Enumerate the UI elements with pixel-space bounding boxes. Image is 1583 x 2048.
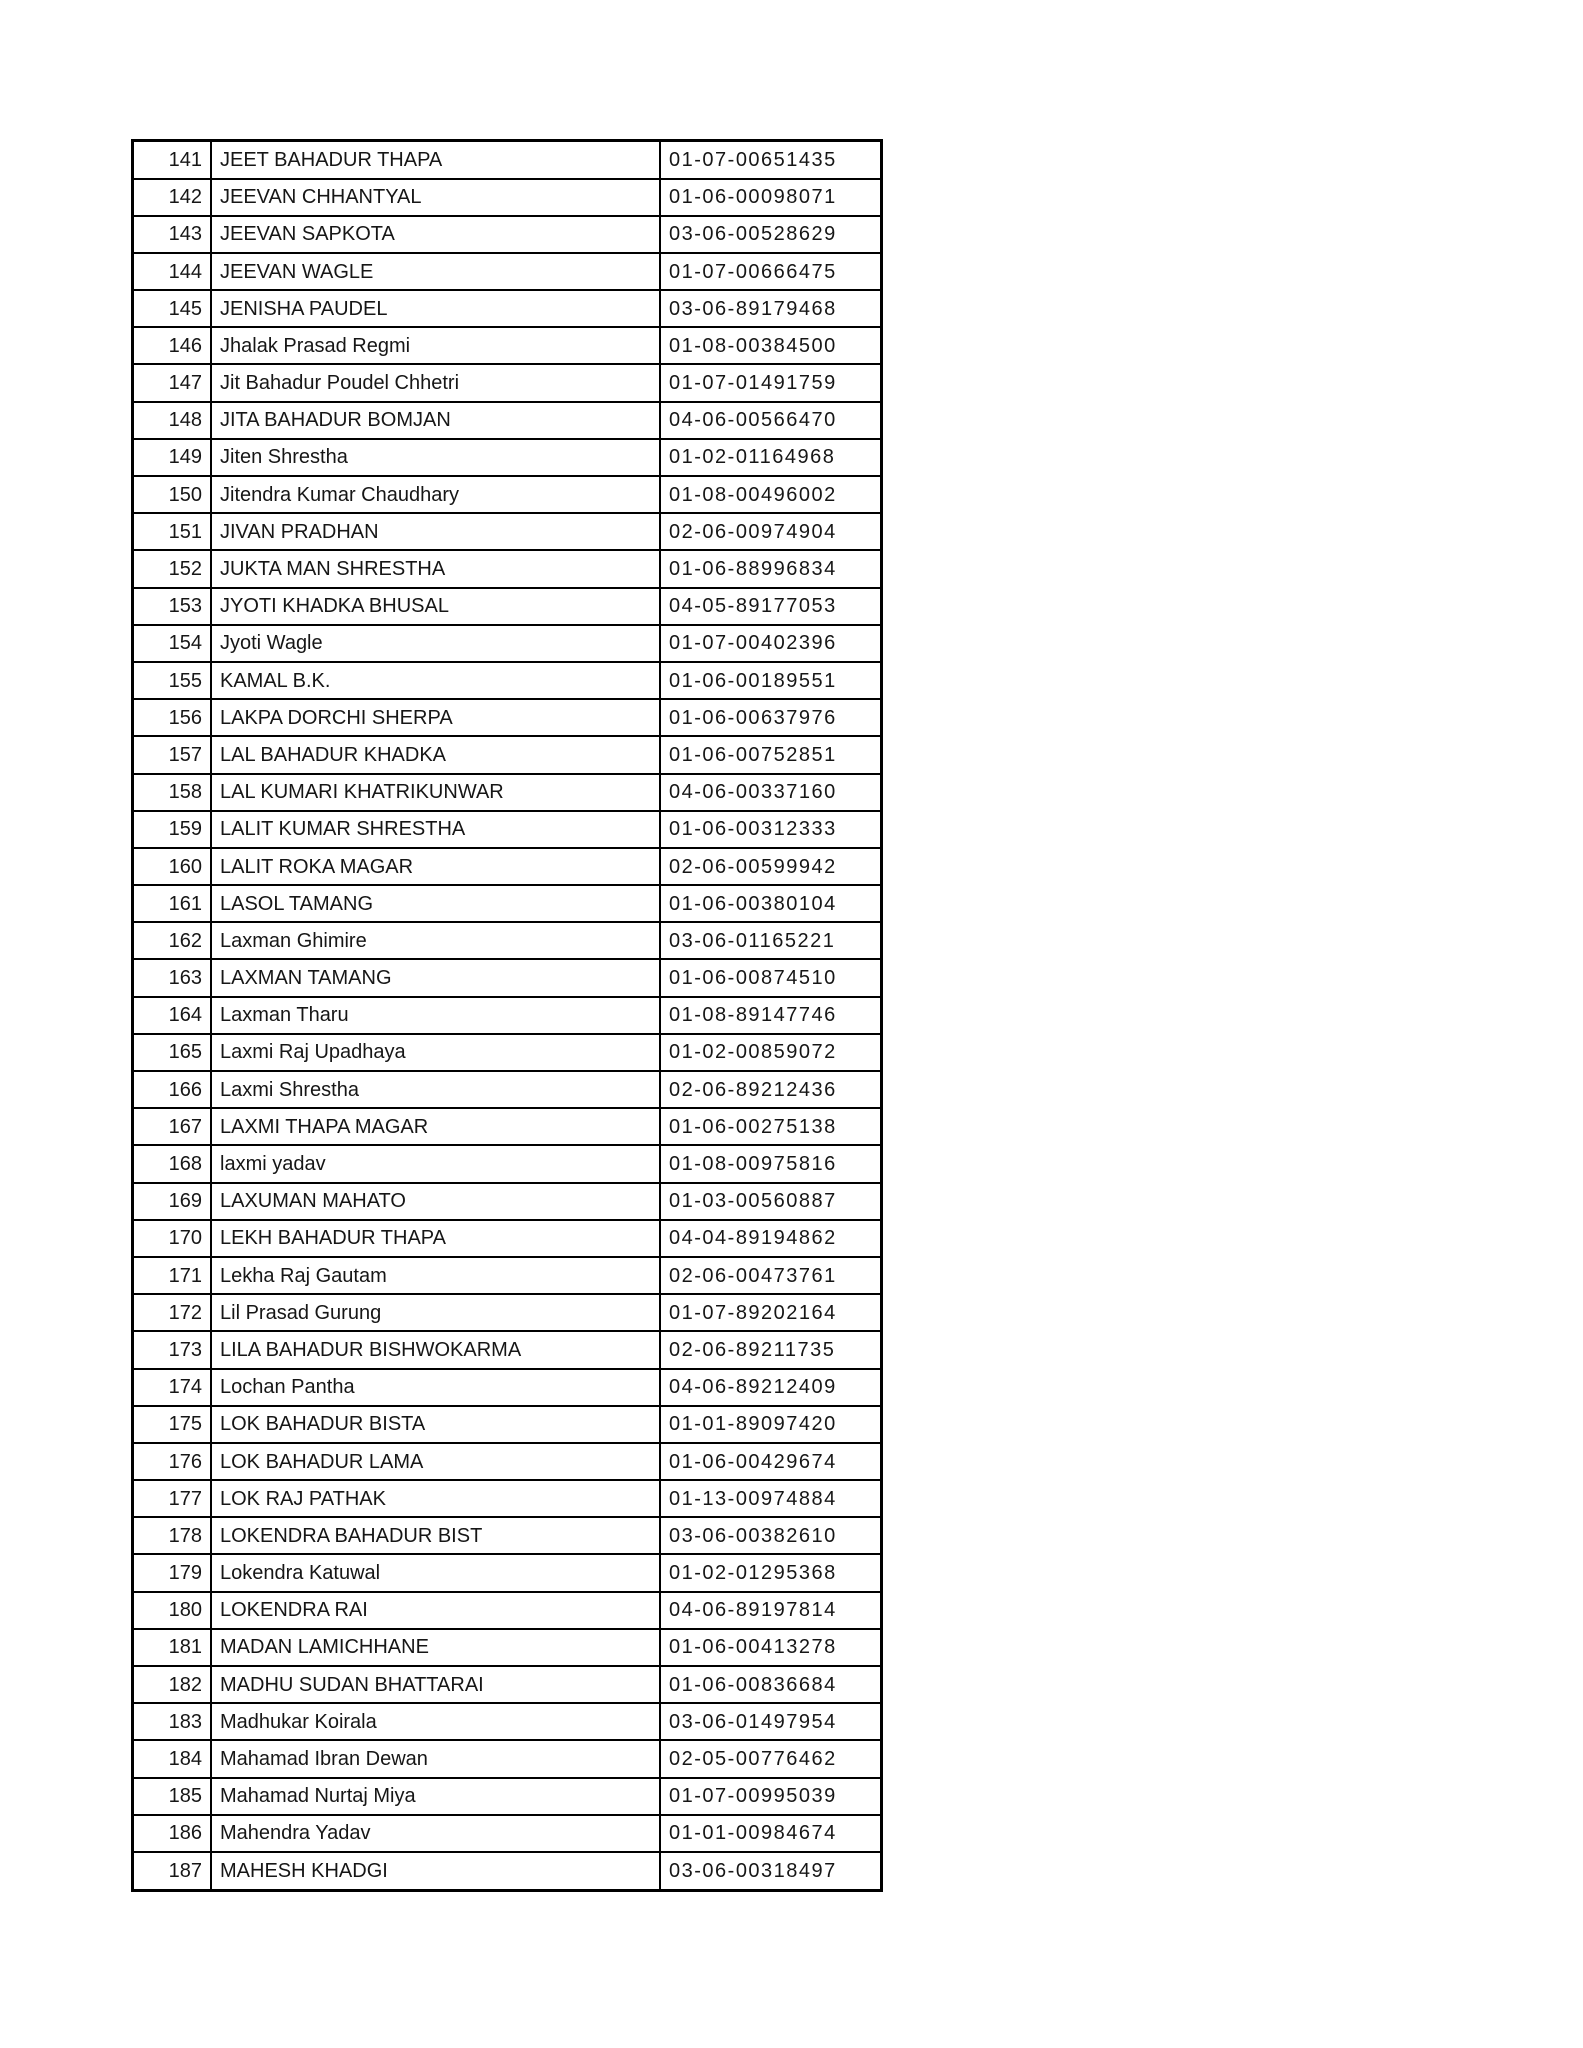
row-number-cell: 183 [133,1703,212,1740]
table-row [133,1517,882,1554]
table-row [133,997,882,1034]
account-number-cell: 03-06-89179468 [660,290,882,327]
account-number-cell: 01-06-00380104 [660,885,882,922]
name-cell: Madhukar Koirala [211,1703,660,1740]
table-row [133,1740,882,1777]
table-row [133,1629,882,1666]
row-number-cell: 156 [133,699,212,736]
row-number-cell: 186 [133,1815,212,1852]
table-row [133,1815,882,1852]
row-number-cell: 148 [133,402,212,439]
name-cell: MADHU SUDAN BHATTARAI [211,1666,660,1703]
table-row [133,811,882,848]
name-cell: LAKPA DORCHI SHERPA [211,699,660,736]
row-number-cell: 172 [133,1294,212,1331]
row-number-cell: 143 [133,216,212,253]
account-number-cell: 01-01-89097420 [660,1406,882,1443]
row-number-cell: 163 [133,959,212,996]
row-number-cell: 174 [133,1369,212,1406]
row-number-cell: 159 [133,811,212,848]
row-number-cell: 152 [133,550,212,587]
name-cell: LOK BAHADUR BISTA [211,1406,660,1443]
name-cell: laxmi yadav [211,1145,660,1182]
table-row [133,327,882,364]
account-number-cell: 01-08-00496002 [660,476,882,513]
account-number-cell: 01-07-00666475 [660,253,882,290]
table-row [133,290,882,327]
row-number-cell: 161 [133,885,212,922]
table-row [133,1778,882,1815]
name-cell: LEKH BAHADUR THAPA [211,1220,660,1257]
table-row [133,662,882,699]
row-number-cell: 178 [133,1517,212,1554]
name-cell: JEEVAN SAPKOTA [211,216,660,253]
row-number-cell: 187 [133,1852,212,1891]
account-number-cell: 03-06-01497954 [660,1703,882,1740]
account-number-cell: 01-06-88996834 [660,550,882,587]
table-row [133,439,882,476]
account-number-cell: 04-06-00337160 [660,774,882,811]
account-number-cell: 03-06-01165221 [660,922,882,959]
table-row [133,1331,882,1368]
name-cell: Laxman Ghimire [211,922,660,959]
account-number-cell: 01-01-00984674 [660,1815,882,1852]
row-number-cell: 171 [133,1257,212,1294]
row-number-cell: 167 [133,1108,212,1145]
row-number-cell: 145 [133,290,212,327]
table-row [133,513,882,550]
name-cell: Laxmi Shrestha [211,1071,660,1108]
name-cell: JEEVAN WAGLE [211,253,660,290]
name-cell: Laxman Tharu [211,997,660,1034]
name-cell: Mahendra Yadav [211,1815,660,1852]
name-cell: JYOTI KHADKA BHUSAL [211,588,660,625]
name-cell: JITA BAHADUR BOMJAN [211,402,660,439]
account-number-cell: 01-06-00874510 [660,959,882,996]
name-cell: LAXUMAN MAHATO [211,1183,660,1220]
name-cell: LOK RAJ PATHAK [211,1480,660,1517]
name-cell: LILA BAHADUR BISHWOKARMA [211,1331,660,1368]
account-number-cell: 04-06-89197814 [660,1592,882,1629]
account-number-cell: 01-02-01164968 [660,439,882,476]
account-number-cell: 02-06-89212436 [660,1071,882,1108]
name-cell: LAL BAHADUR KHADKA [211,736,660,773]
name-cell: LOKENDRA BAHADUR BIST [211,1517,660,1554]
row-number-cell: 170 [133,1220,212,1257]
account-number-cell: 03-06-00528629 [660,216,882,253]
row-number-cell: 177 [133,1480,212,1517]
account-number-cell: 01-06-00413278 [660,1629,882,1666]
account-number-cell: 02-06-00974904 [660,513,882,550]
row-number-cell: 184 [133,1740,212,1777]
table-row [133,550,882,587]
account-number-cell: 02-05-00776462 [660,1740,882,1777]
row-number-cell: 151 [133,513,212,550]
account-number-cell: 04-06-89212409 [660,1369,882,1406]
account-number-cell: 01-07-00995039 [660,1778,882,1815]
name-cell: Jyoti Wagle [211,625,660,662]
account-number-cell: 01-06-00189551 [660,662,882,699]
table-row [133,625,882,662]
name-cell: JEEVAN CHHANTYAL [211,179,660,216]
account-number-cell: 04-05-89177053 [660,588,882,625]
name-cell: LAXMAN TAMANG [211,959,660,996]
row-number-cell: 147 [133,364,212,401]
name-cell: Laxmi Raj Upadhaya [211,1034,660,1071]
account-number-cell: 01-07-01491759 [660,364,882,401]
account-number-cell: 01-06-00275138 [660,1108,882,1145]
name-cell: LALIT ROKA MAGAR [211,848,660,885]
table-row [133,1220,882,1257]
table-row [133,1294,882,1331]
account-number-cell: 01-06-00752851 [660,736,882,773]
account-number-cell: 01-07-89202164 [660,1294,882,1331]
row-number-cell: 179 [133,1554,212,1591]
row-number-cell: 153 [133,588,212,625]
table-row [133,699,882,736]
name-cell: JUKTA MAN SHRESTHA [211,550,660,587]
row-number-cell: 173 [133,1331,212,1368]
table-row [133,736,882,773]
row-number-cell: 146 [133,327,212,364]
name-cell: JENISHA PAUDEL [211,290,660,327]
row-number-cell: 175 [133,1406,212,1443]
name-cell: Jhalak Prasad Regmi [211,327,660,364]
account-number-cell: 04-06-00566470 [660,402,882,439]
table-row [133,1443,882,1480]
row-number-cell: 182 [133,1666,212,1703]
table-row [133,1108,882,1145]
account-number-cell: 01-08-00975816 [660,1145,882,1182]
row-number-cell: 165 [133,1034,212,1071]
account-number-cell: 02-06-89211735 [660,1331,882,1368]
name-cell: LALIT KUMAR SHRESTHA [211,811,660,848]
account-number-cell: 02-06-00473761 [660,1257,882,1294]
row-number-cell: 181 [133,1629,212,1666]
row-number-cell: 155 [133,662,212,699]
row-number-cell: 164 [133,997,212,1034]
account-number-cell: 01-03-00560887 [660,1183,882,1220]
row-number-cell: 160 [133,848,212,885]
account-number-cell: 01-06-00836684 [660,1666,882,1703]
table-row [133,216,882,253]
row-number-cell: 141 [133,141,212,179]
name-cell: Jitendra Kumar Chaudhary [211,476,660,513]
account-number-cell: 03-06-00382610 [660,1517,882,1554]
account-number-cell: 01-06-00098071 [660,179,882,216]
table-row [133,179,882,216]
name-cell: Lokendra Katuwal [211,1554,660,1591]
table-row [133,1183,882,1220]
row-number-cell: 168 [133,1145,212,1182]
row-number-cell: 157 [133,736,212,773]
table-row [133,141,882,179]
row-number-cell: 162 [133,922,212,959]
row-number-cell: 166 [133,1071,212,1108]
table-row [133,1480,882,1517]
account-number-cell: 01-13-00974884 [660,1480,882,1517]
name-cell: LAL KUMARI KHATRIKUNWAR [211,774,660,811]
name-cell: MADAN LAMICHHANE [211,1629,660,1666]
row-number-cell: 150 [133,476,212,513]
table-row [133,476,882,513]
name-cell: Mahamad Ibran Dewan [211,1740,660,1777]
table-row [133,1852,882,1891]
account-number-cell: 01-07-00651435 [660,141,882,179]
row-number-cell: 144 [133,253,212,290]
row-number-cell: 158 [133,774,212,811]
row-number-cell: 180 [133,1592,212,1629]
table-row [133,774,882,811]
row-number-cell: 149 [133,439,212,476]
account-number-cell: 01-06-00312333 [660,811,882,848]
name-cell: JIVAN PRADHAN [211,513,660,550]
table-row [133,1703,882,1740]
table-row [133,1592,882,1629]
name-cell: Lekha Raj Gautam [211,1257,660,1294]
roster-table-body [133,141,882,1891]
row-number-cell: 176 [133,1443,212,1480]
table-row [133,1406,882,1443]
table-row [133,922,882,959]
name-cell: LOK BAHADUR LAMA [211,1443,660,1480]
table-row [133,1034,882,1071]
name-cell: JEET BAHADUR THAPA [211,141,660,179]
row-number-cell: 154 [133,625,212,662]
table-row [133,1145,882,1182]
account-number-cell: 01-06-00637976 [660,699,882,736]
account-number-cell: 03-06-00318497 [660,1852,882,1891]
name-cell: LASOL TAMANG [211,885,660,922]
account-number-cell: 01-02-01295368 [660,1554,882,1591]
name-cell: Jit Bahadur Poudel Chhetri [211,364,660,401]
table-row [133,1369,882,1406]
name-cell: MAHESH KHADGI [211,1852,660,1891]
name-cell: Jiten Shrestha [211,439,660,476]
account-number-cell: 02-06-00599942 [660,848,882,885]
table-row [133,885,882,922]
name-cell: LOKENDRA RAI [211,1592,660,1629]
table-row [133,848,882,885]
account-number-cell: 04-04-89194862 [660,1220,882,1257]
name-roster-table [131,139,883,1892]
row-number-cell: 169 [133,1183,212,1220]
table-row [133,1257,882,1294]
row-number-cell: 142 [133,179,212,216]
table-row [133,402,882,439]
name-cell: Mahamad Nurtaj Miya [211,1778,660,1815]
name-cell: LAXMI THAPA MAGAR [211,1108,660,1145]
account-number-cell: 01-02-00859072 [660,1034,882,1071]
account-number-cell: 01-07-00402396 [660,625,882,662]
table-row [133,1666,882,1703]
account-number-cell: 01-08-00384500 [660,327,882,364]
table-row [133,1554,882,1591]
name-cell: KAMAL B.K. [211,662,660,699]
table-row [133,959,882,996]
account-number-cell: 01-06-00429674 [660,1443,882,1480]
table-row [133,253,882,290]
account-number-cell: 01-08-89147746 [660,997,882,1034]
name-cell: Lochan Pantha [211,1369,660,1406]
row-number-cell: 185 [133,1778,212,1815]
table-row [133,364,882,401]
table-row [133,1071,882,1108]
table-row [133,588,882,625]
name-cell: Lil Prasad Gurung [211,1294,660,1331]
